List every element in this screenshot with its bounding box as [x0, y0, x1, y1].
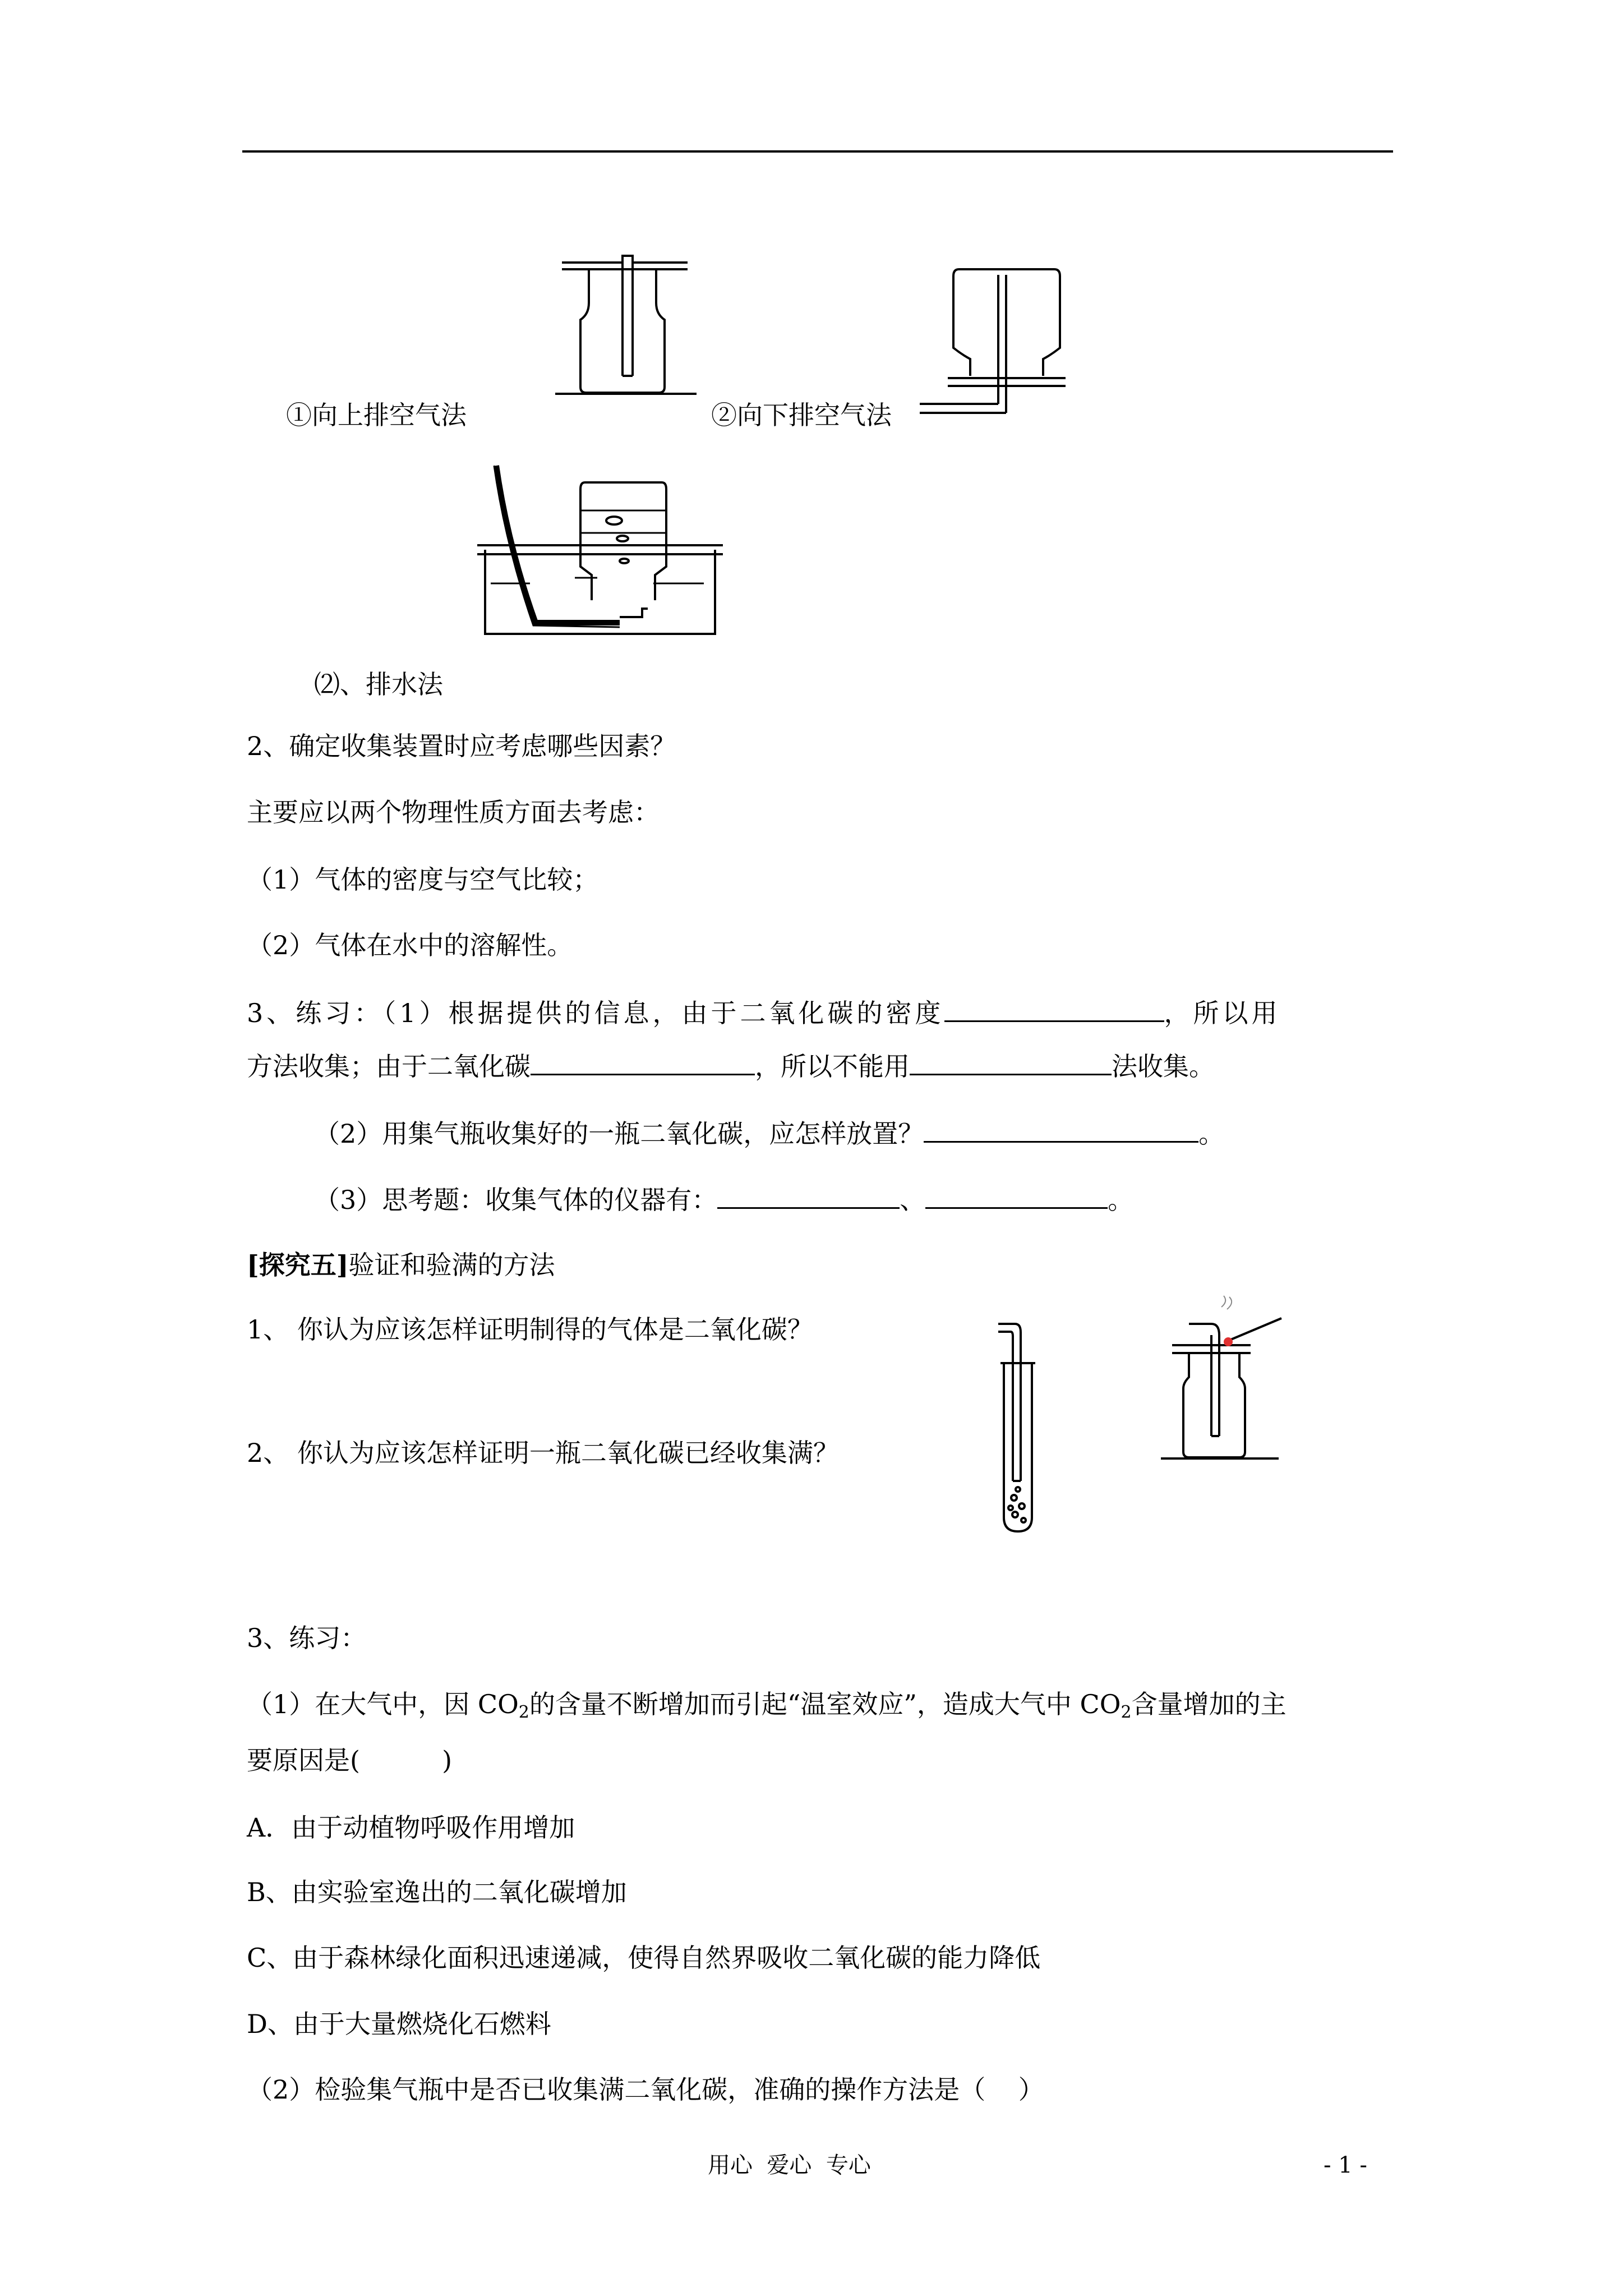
explore-5-heading	[247, 1248, 555, 1282]
label-upward-air-method: ①向上排空气法	[286, 400, 467, 430]
option-d: D、由于大量燃烧化石燃料	[247, 2009, 551, 2039]
water-displacement-diagram	[474, 460, 726, 645]
verify-question-1: 1、 你认为应该怎样证明制得的气体是二氧化碳？	[247, 1314, 813, 1345]
question-3-end: 。	[1108, 1185, 1134, 1215]
label-downward-air-method: ②向下排空气法	[711, 400, 892, 430]
practice-heading: 3、练习：	[247, 1623, 367, 1653]
practice-question-3	[314, 1182, 1133, 1217]
practice-line-1	[247, 996, 1281, 1030]
explore-5-title: 验证和验满的方法	[348, 1250, 555, 1280]
explore-5-tag: [探究五]	[247, 1250, 349, 1280]
p1-text-c: 含量增加的主	[1131, 1689, 1287, 1719]
blank-co2-property[interactable]	[531, 1049, 755, 1075]
question-collection-factors: 2、确定收集装置时应考虑哪些因素？	[247, 731, 676, 761]
p1-text-b: 的含量不断增加而引起“温室效应”，造成大气中 CO	[529, 1689, 1121, 1719]
blank-instrument-2[interactable]	[925, 1182, 1108, 1209]
footer-motto: 用心 爱心 专心	[708, 2152, 871, 2178]
blank-density[interactable]	[944, 996, 1164, 1022]
question-3-sep: 、	[900, 1185, 926, 1215]
verify-question-2: 2、 你认为应该怎样证明一瓶二氧化碳已经收集满？	[247, 1438, 839, 1468]
blank-instrument-1[interactable]	[717, 1182, 900, 1209]
collection-intro: 主要应以两个物理性质方面去考虑：	[247, 797, 660, 827]
practice-text-b: ，所以用	[1164, 998, 1281, 1028]
practice-2: （2）检验集气瓶中是否已收集满二氧化碳，准确的操作方法是（ ）	[247, 2074, 1044, 2105]
gas-jar-splint-diagram	[1161, 1301, 1295, 1470]
factor-density: （1）气体的密度与空气比较；	[247, 864, 599, 895]
page-number: - 1 -	[1324, 2152, 1367, 2178]
blank-placement[interactable]	[924, 1116, 1198, 1143]
question-2-end: 。	[1198, 1119, 1225, 1149]
practice-line-2	[247, 1049, 1215, 1083]
question-3-text: （3）思考题：收集气体的仪器有：	[314, 1185, 718, 1215]
upward-air-displacement-diagram	[555, 241, 701, 398]
practice-1-line-1	[247, 1687, 1287, 1729]
test-tube-diagram	[998, 1318, 1060, 1543]
p1-text-a: （1）在大气中，因 CO	[247, 1689, 519, 1719]
header-rule	[242, 150, 1393, 153]
factor-solubility: （2）气体在水中的溶解性。	[247, 930, 573, 960]
practice-text-c: 方法收集；由于二氧化碳	[247, 1051, 531, 1082]
downward-air-displacement-diagram	[948, 264, 1071, 432]
co2-subscript: 2	[518, 1703, 529, 1722]
question-2-text: （2）用集气瓶收集好的一瓶二氧化碳，应怎样放置？	[314, 1119, 924, 1149]
practice-question-2	[314, 1116, 1224, 1151]
option-c: C、由于森林绿化面积迅速递减，使得自然界吸收二氧化碳的能力降低	[247, 1943, 1041, 1973]
practice-text-e: 法收集。	[1112, 1051, 1215, 1082]
label-water-method: ⑵、排水法	[314, 669, 443, 700]
practice-text-d: ，所以不能用	[755, 1051, 910, 1082]
practice-1-line-2: 要原因是( )	[247, 1745, 453, 1775]
practice-text: 3、练习：（1）根据提供的信息，由于二氧化碳的密度	[247, 998, 944, 1028]
option-a: A．由于动植物呼吸作用增加	[247, 1812, 575, 1843]
blank-method[interactable]	[910, 1049, 1112, 1075]
co2-subscript-2: 2	[1121, 1703, 1132, 1722]
option-b: B、由实验室逸出的二氧化碳增加	[247, 1877, 627, 1907]
